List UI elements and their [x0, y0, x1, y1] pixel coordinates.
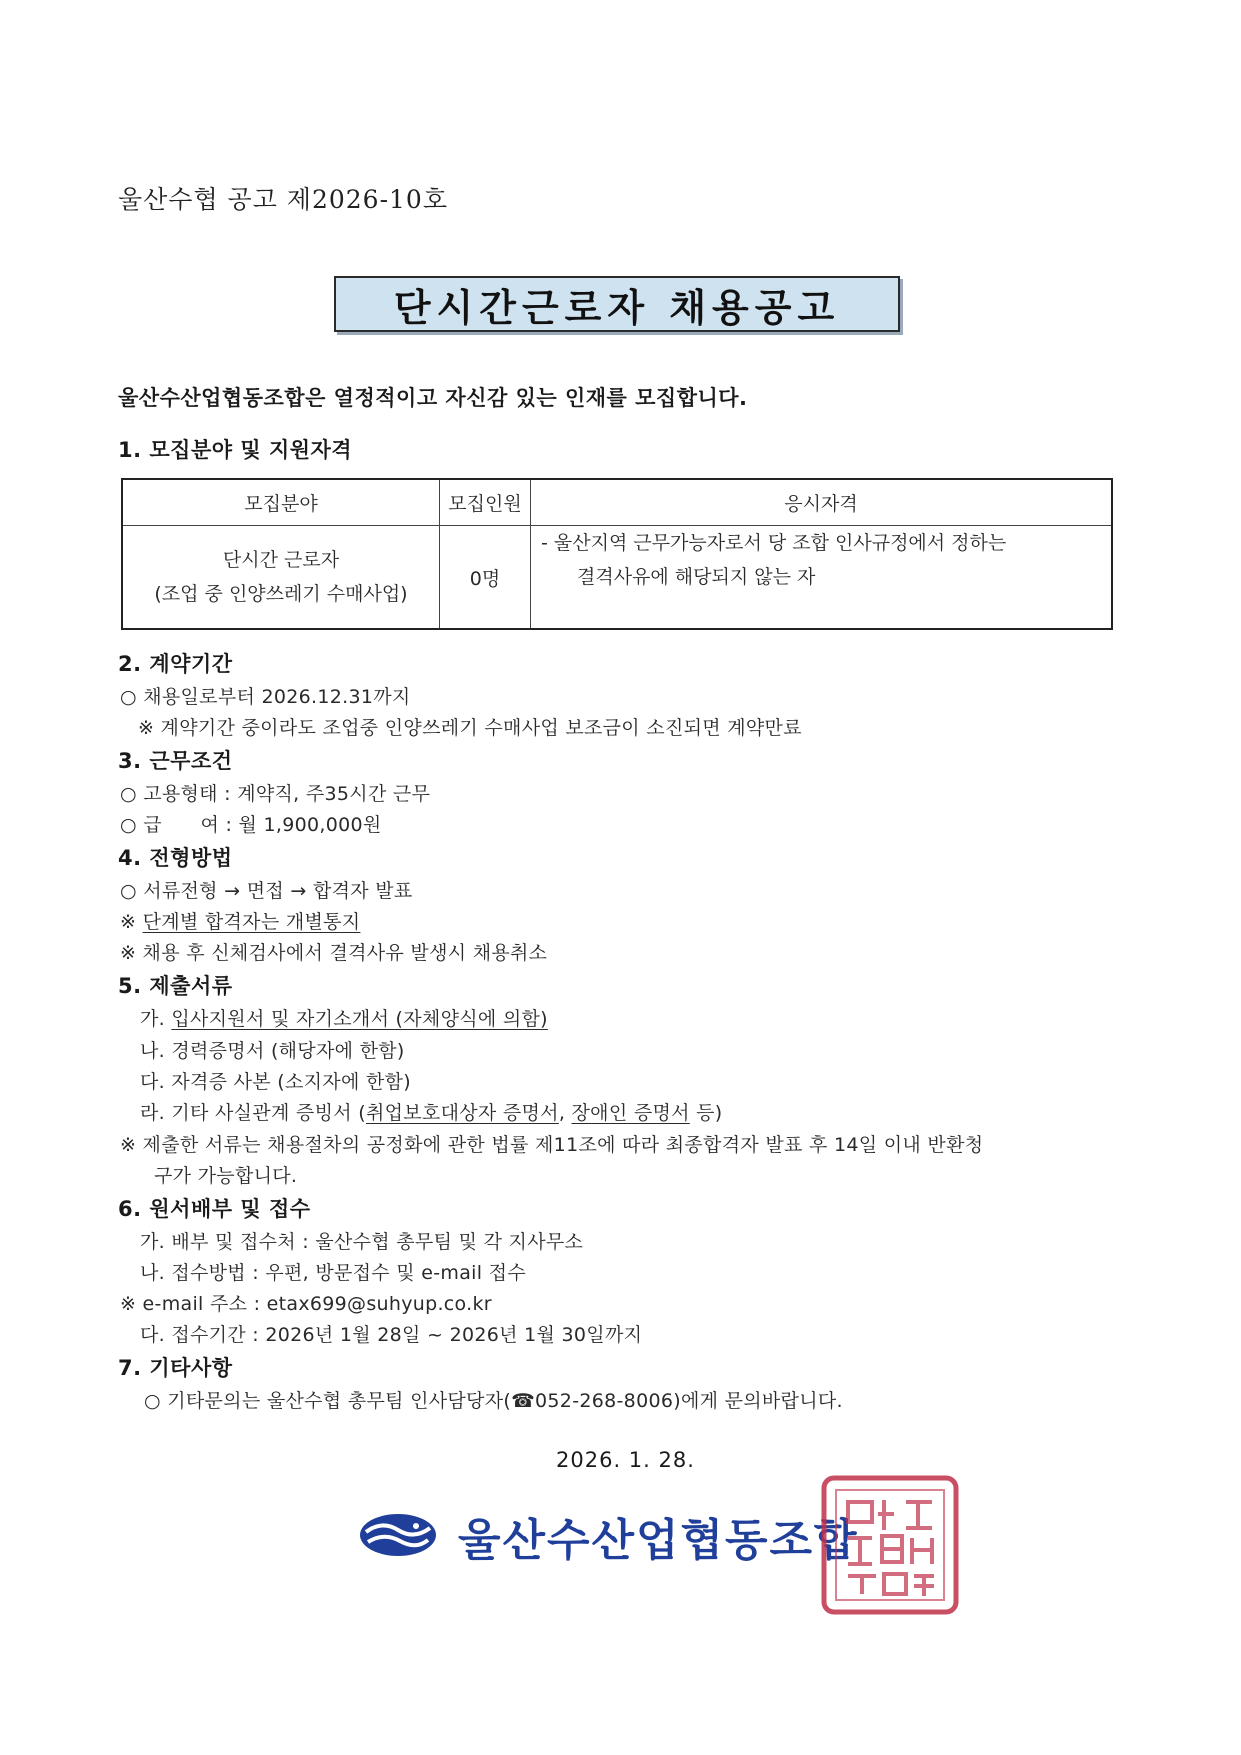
title-box — [334, 276, 900, 332]
employment-type: ○ 고용형태 : 계약직, 주35시간 근무 — [120, 783, 431, 805]
reception-place: 가. 배부 및 접수처 : 울산수협 총무팀 및 각 지사무소 — [140, 1231, 584, 1253]
selection-notice — [120, 907, 360, 934]
table-cell-field — [123, 526, 439, 628]
table-cell-qualification — [541, 526, 1111, 628]
organization-name: 울산수산업협동조합 — [458, 1515, 859, 1566]
disability-certificate: 장애인 증명서 — [571, 1102, 690, 1124]
notice-number: 울산수협 공고 제2026-10호 — [118, 185, 448, 214]
return-note-line-2: 구가 가능합니다. — [154, 1165, 298, 1187]
section-4-heading: 4. 전형방법 — [118, 846, 233, 870]
intro-text: 울산수산업협동조합은 열정적이고 자신감 있는 인재를 모집합니다. — [118, 386, 748, 410]
notice-date: 2026. 1. 28. — [556, 1448, 695, 1472]
table-cell-count: 0명 — [469, 567, 501, 590]
section-1-heading: 1. 모집분야 및 지원자격 — [118, 438, 353, 462]
selection-steps: ○ 서류전형 → 면접 → 합격자 발표 — [120, 880, 413, 902]
contact-info: ○ 기타문의는 울산수협 총무팀 인사담당자(☎052-268-8006)에게 문의바랍니다. — [144, 1390, 843, 1412]
qualification-line-1: - 울산지역 근무가능자로서 당 조합 인사규정에서 정하는 — [541, 532, 1007, 554]
note-mark: ※ — [120, 911, 143, 933]
table-header-qualification: 응시자격 — [784, 493, 858, 515]
document-item-4 — [140, 1098, 723, 1125]
email-address: ※ e-mail 주소 : etax699@suhyup.co.kr — [120, 1293, 492, 1315]
table-header-field: 모집분야 — [244, 493, 318, 515]
item-prefix: 가. — [140, 1008, 172, 1030]
individual-notice-text: 단계별 합격자는 개별통지 — [142, 911, 361, 933]
section-7-heading: 7. 기타사항 — [118, 1356, 233, 1380]
section-6-heading: 6. 원서배부 및 접수 — [118, 1197, 311, 1221]
application-form-text: 입사지원서 및 자기소개서 (자체양식에 의함) — [171, 1008, 548, 1030]
contract-period: ○ 채용일로부터 2026.12.31까지 — [120, 686, 411, 708]
section-5-heading: 5. 제출서류 — [118, 974, 233, 998]
veteran-certificate: 취업보호대상자 증명서 — [365, 1102, 559, 1124]
field-line-2: (조업 중 인양쓰레기 수매사업) — [154, 583, 408, 605]
section-3-heading: 3. 근무조건 — [118, 749, 233, 773]
field-line-1: 단시간 근로자 — [222, 549, 340, 571]
contract-note: ※ 계약기간 중이라도 조업중 인양쓰레기 수매사업 보조금이 소진되면 계약만료 — [138, 717, 802, 739]
return-note-line-1: ※ 제출한 서류는 채용절차의 공정화에 관한 법률 제11조에 따라 최종합격자 발표 후 14일 이내 반환청 — [120, 1134, 984, 1156]
item-4-suffix: 등) — [689, 1102, 723, 1124]
page-title: 단시간근로자 채용공고 — [393, 284, 841, 330]
reception-method: 나. 접수방법 : 우편, 방문접수 및 e-mail 접수 — [140, 1262, 526, 1284]
document-item-3: 다. 자격증 사본 (소지자에 한함) — [140, 1071, 411, 1093]
table-header-count: 모집인원 — [448, 493, 522, 515]
document-item-2: 나. 경력증명서 (해당자에 한함) — [140, 1040, 405, 1062]
suhyup-logo-icon — [358, 1512, 438, 1558]
document-item-1 — [140, 1004, 548, 1031]
section-2-heading: 2. 계약기간 — [118, 652, 233, 676]
recruitment-table — [121, 478, 1113, 630]
official-seal-stamp — [818, 1472, 962, 1618]
item-4-prefix: 라. 기타 사실관계 증빙서 ( — [140, 1102, 366, 1124]
reception-period: 다. 접수기간 : 2026년 1월 28일 ~ 2026년 1월 30일까지 — [140, 1324, 643, 1346]
qualification-line-2: 결격사유에 해당되지 않는 자 — [577, 566, 816, 588]
item-4-separator: , — [558, 1102, 572, 1124]
salary: ○ 급 여 : 월 1,900,000원 — [120, 814, 382, 836]
health-check-note: ※ 채용 후 신체검사에서 결격사유 발생시 채용취소 — [120, 942, 548, 964]
